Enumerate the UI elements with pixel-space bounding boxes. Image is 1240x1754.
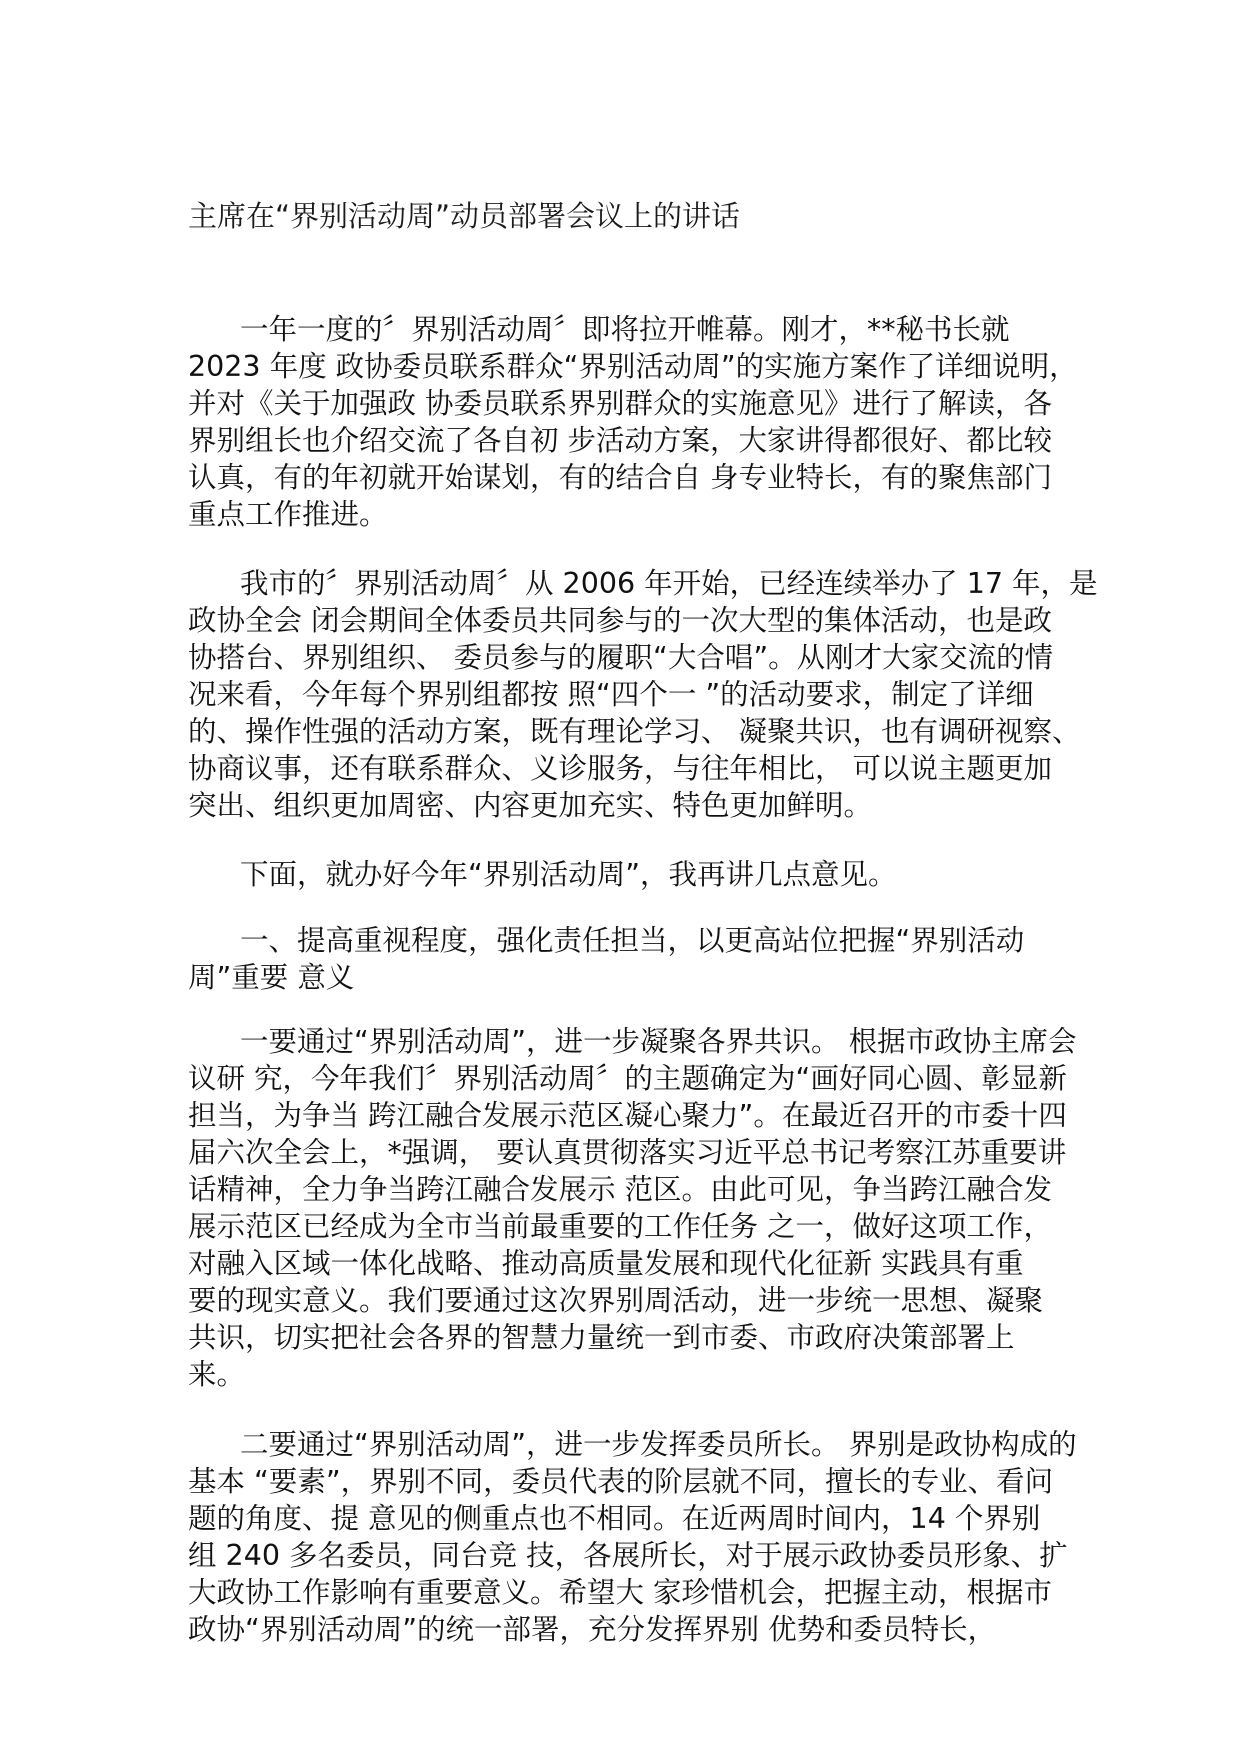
text-line: 二要通过“界别活动周”，进一步发挥委员所长。 界别是政协构成的 <box>240 1428 1077 1461</box>
text-line: 基本 “要素”，界别不同，委员代表的阶层就不同，擅长的专业、看问 <box>188 1465 1054 1498</box>
text-line: 的、操作性强的活动方案，既有理论学习、 凝聚共识，也有调研视察、 <box>188 715 1081 748</box>
text-line: 认真，有的年初就开始谋划，有的结合自 身专业特长，有的聚焦部门 <box>188 461 1053 494</box>
text-line: 组 240 多名委员，同台竞 技，各展所长，对于展示政协委员形象、扩 <box>188 1539 1068 1572</box>
text-line: 突出、组织更加周密、内容更加充实、特色更加鲜明。 <box>188 789 873 822</box>
text-line: 题的角度、提 意见的侧重点也不相同。在近两周时间内，14 个界别 <box>188 1502 1041 1535</box>
text-line: 协搭台、界别组织、 委员参与的履职“大合唱”。从刚才大家交流的情 <box>188 641 1054 674</box>
text-line: 界别组长也介绍交流了各自初 步活动方案，大家讲得都很好、都比较 <box>188 424 1053 457</box>
section-heading: 一、提高重视程度，强化责任担当，以更高站位把握“界别活动 <box>240 924 1025 957</box>
text-line: 展示范区已经成为全市当前最重要的工作任务 之一，做好这项工作， <box>188 1210 1053 1243</box>
text-line: 议研 究，今年我们〞界别活动周〞的主题确定为“画好同心圆、彰显新 <box>188 1062 1067 1095</box>
text-line: 担当，为争当 跨江融合发展示范区凝心聚力”。在最近召开的市委十四 <box>188 1099 1067 1132</box>
text-line: 共识，切实把社会各界的智慧力量统一到市委、市政府决策部署上 <box>188 1321 1015 1354</box>
text-line: 重点工作推进。 <box>188 498 388 531</box>
text-line: 一年一度的〞界别活动周〞即将拉开帷幕。刚才，**秘书长就 <box>240 313 1010 346</box>
text-line: 2023 年度 政协委员联系群众“界别活动周”的实施方案作了详细说明， <box>188 350 1078 383</box>
text-line: 政协全会 闭会期间全体委员共同参与的一次大型的集体活动，也是政 <box>188 604 1053 637</box>
text-line: 协商议事，还有联系群众、义诊服务，与往年相比， 可以说主题更加 <box>188 752 1053 785</box>
text-line: 一要通过“界别活动周”，进一步凝聚各界共识。 根据市政协主席会 <box>240 1025 1077 1058</box>
text-line: 并对《关于加强政 协委员联系界别群众的实施意见》进行了解读，各 <box>188 387 1053 420</box>
text-line: 话精神，全力争当跨江融合发展示 范区。由此可见，争当跨江融合发 <box>188 1173 1053 1206</box>
text-line: 况来看，今年每个界别组都按 照“四个一 ”的活动要求，制定了详细 <box>188 678 1034 711</box>
section-heading: 周”重要 意义 <box>188 961 355 994</box>
text-line: 届六次全会上，*强调， 要认真贯彻落实习近平总书记考察江苏重要讲 <box>188 1136 1067 1169</box>
text-line: 要的现实意义。我们要通过这次界别周活动，进一步统一思想、凝聚 <box>188 1284 1044 1317</box>
text-line: 我市的〞界别活动周〞从 2006 年开始，已经连续举办了 17 年，是 <box>240 567 1098 600</box>
text-line: 来。 <box>188 1358 246 1391</box>
text-line: 对融入区域一体化战略、推动高质量发展和现代化征新 实践具有重 <box>188 1247 1024 1280</box>
text-line: 大政协工作影响有重要意义。希望大 家珍惜机会，把握主动，根据市 <box>188 1576 1053 1609</box>
text-line: 政协“界别活动周”的统一部署，充分发挥界别 优势和委员特长， <box>188 1613 997 1646</box>
text-line: 下面，就办好今年“界别活动周”，我再讲几点意见。 <box>240 858 897 891</box>
document-title: 主席在“界别活动周”动员部署会议上的讲话 <box>188 199 741 233</box>
